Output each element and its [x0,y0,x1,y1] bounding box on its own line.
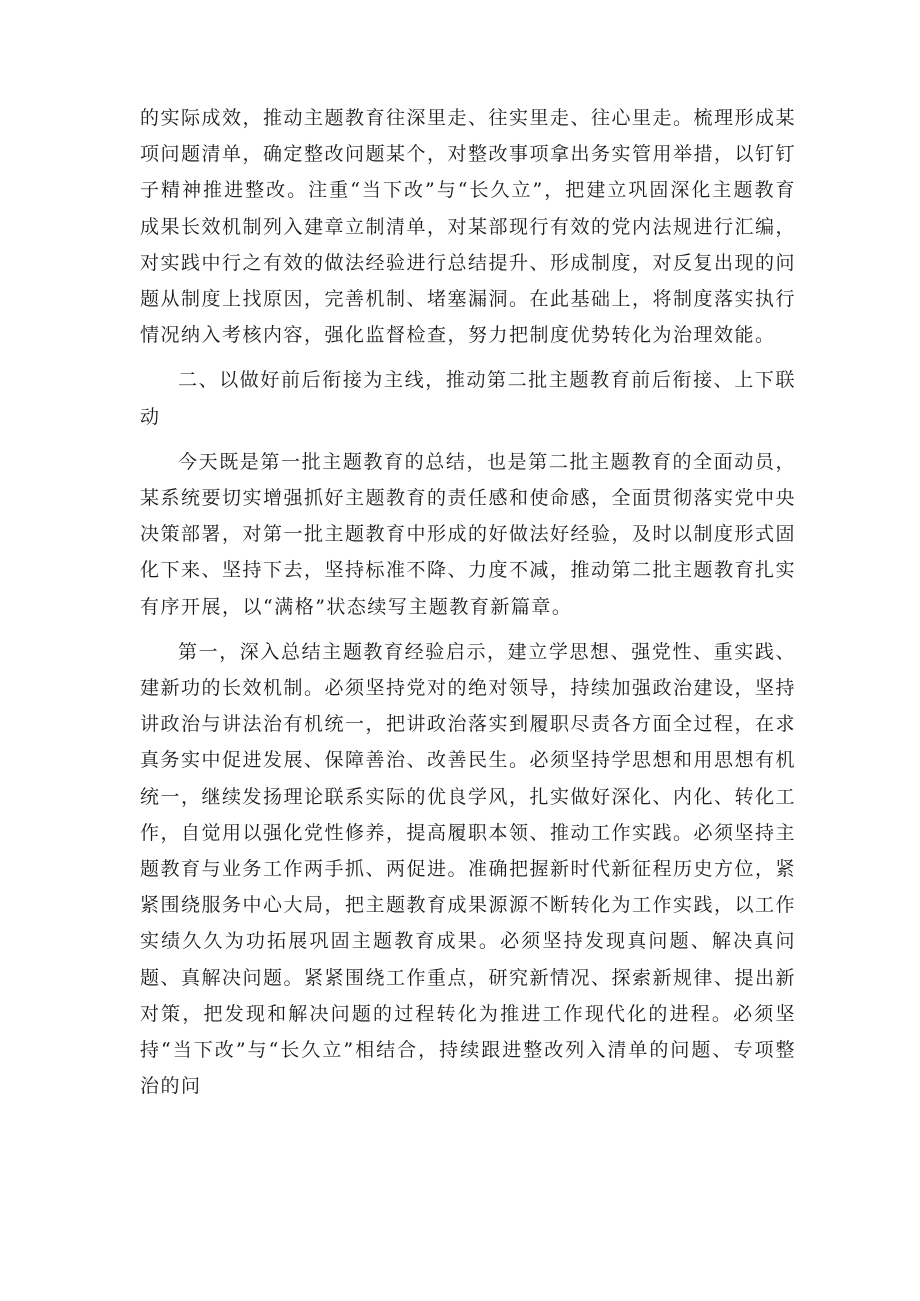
document-body [140,100,796,1104]
body-paragraph: 今天既是第一批主题教育的总结，也是第二批主题教育的全面动员，某系统要切实增强抓好主题教育的责任感和使命感，全面贯彻落实党中央决策部署，对第一批主题教育中形成的好做法好经验，及时以制度形式固化下来、坚持下去，坚持标准不降、力度不减，推动第二批主题教育扎实有序开展，以“满格”状态续写主题教育新篇章。 [140,450,797,618]
body-paragraph: 第一，深入总结主题教育经验启示，建立学思想、强党性、重实践、建新功的长效机制。必须坚持党对的绝对领导，持续加强政治建设，坚持讲政治与讲法治有机统一，把讲政治落实到履职尽责各方面全过程，在求真务实中促进发展、保障善治、改善民生。必须坚持学思想和用思想有机统一，继续发扬理论联系实际的优良学风，扎实做好深化、内化、转化工作，自觉用以强化党性修养，提高履职本领、推动工作实践。必须坚持主题教育与业务工作两手抓、两促进。准确把握新时代新征程历史方位，紧紧围绕服务中心大局，把主题教育成果源源不断转化为工作实践，以工作实绩久久为功拓展巩固主题教育成果。必须坚持发现真问题、解决真问题、真解决问题。紧紧围绕工作重点，研究新情况、探索新规律、提出新对策，把发现和解决问题的过程转化为推进工作现代化的进程。必须坚持“当下改”与“长久立”相结合，持续跟进整改列入清单的问题、专项整治的问 [140,640,797,1098]
body-paragraph-continued: 的实际成效，推动主题教育往深里走、往实里走、往心里走。梳理形成某项问题清单，确定整改问题某个，对整改事项拿出务实管用举措，以钉钉子精神推进整改。注重“当下改”与“长久立”，把建立巩固深化主题教育成果长效机制列入建章立制清单，对某部现行有效的党内法规进行汇编，对实践中行之有效的做法经验进行总结提升、形成制度，对反复出现的问题从制度上找原因，完善机制、堵塞漏洞。在此基础上，将制度落实执行情况纳入考核内容，强化监督检查，努力把制度优势转化为治理效能。 [140,107,797,347]
section-heading: 二、以做好前后衔接为主线，推动第二批主题教育前后衔接、上下联动 [140,369,796,428]
